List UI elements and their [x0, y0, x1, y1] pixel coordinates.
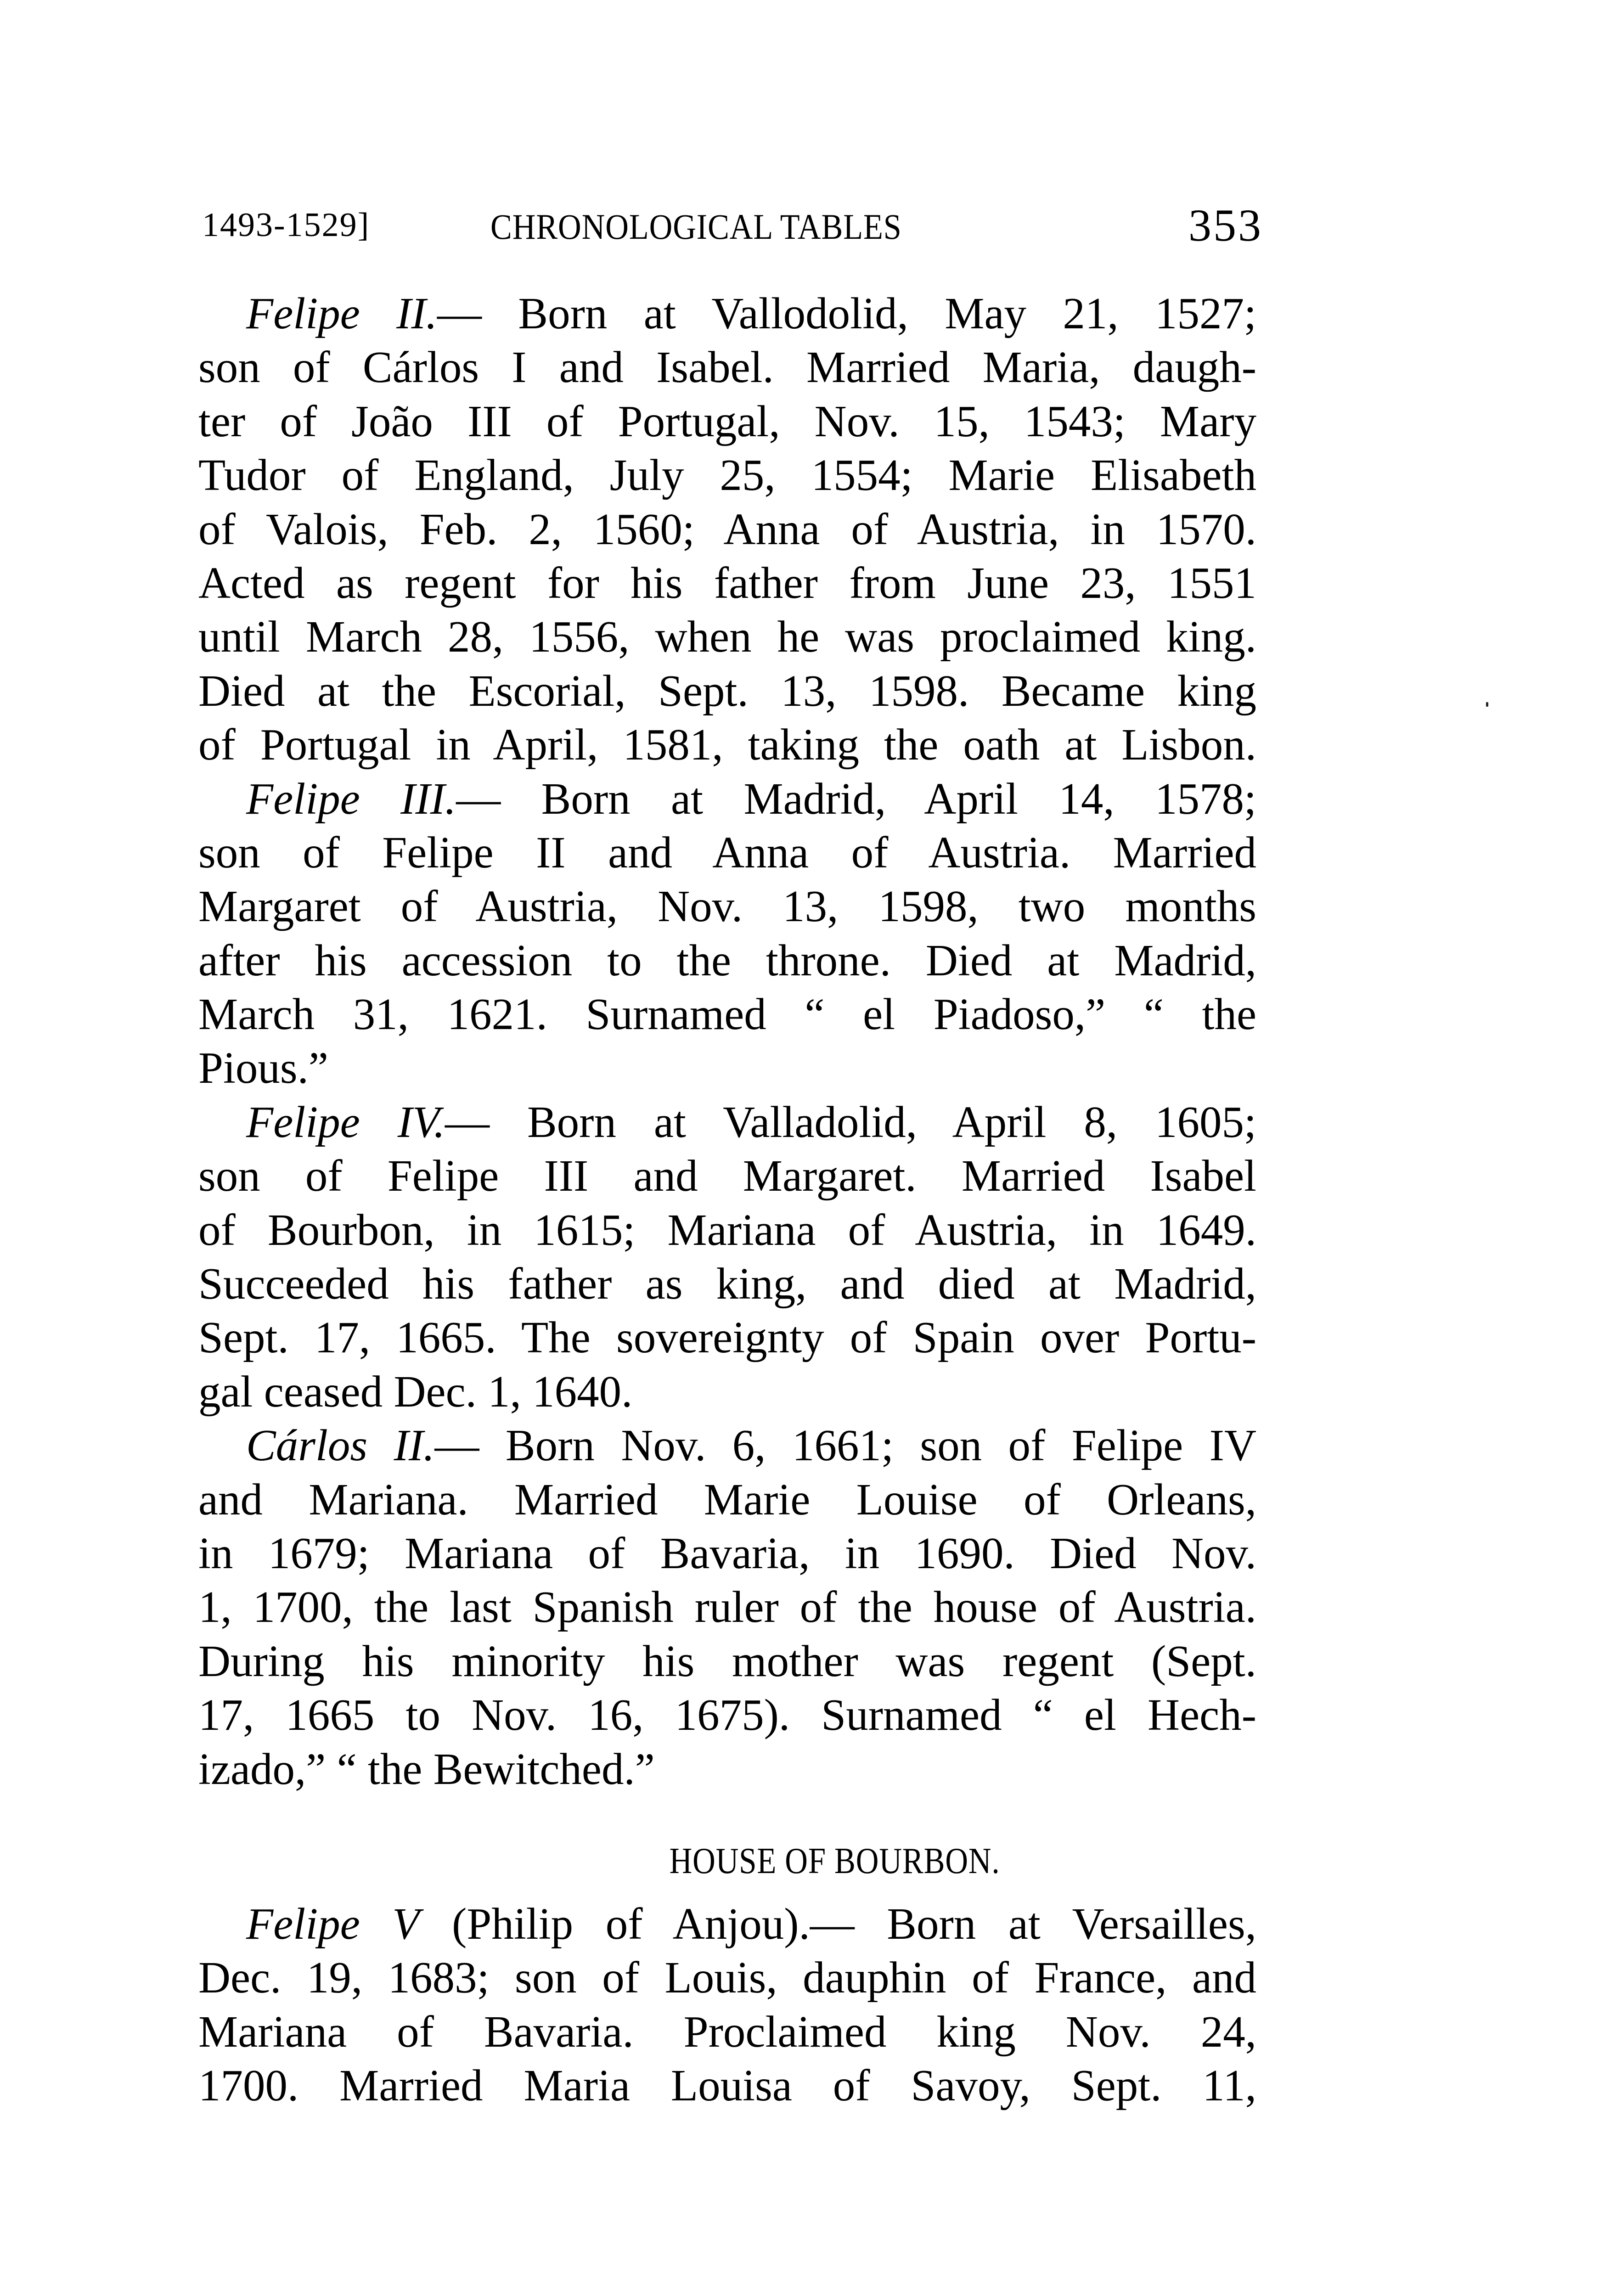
text-line: 17, 1665 to Nov. 16, 1675). Surnamed “ el Hech- — [198, 1690, 1256, 1740]
entry-felipe-iii — [198, 772, 1256, 1095]
line-text: — Born Nov. 6, 1661; son of Felipe IV — [434, 1421, 1256, 1470]
text-line: son of Felipe II and Anna of Austria. Married — [198, 827, 1256, 877]
section-heading-house-of-bourbon — [0, 1835, 1610, 1888]
text-line: of Bourbon, in 1615; Mariana of Austria, in 1649. — [198, 1205, 1256, 1255]
running-head — [202, 197, 1263, 253]
running-head-date-range: 1493-1529] — [202, 206, 370, 244]
text-line: izado,” “ the Bewitched.” — [198, 1744, 655, 1794]
text-line: Mariana of Bavaria. Proclaimed king Nov. 24, — [198, 2007, 1256, 2056]
text-line: after his accession to the throne. Died at Madrid, — [198, 935, 1256, 985]
line-text: — Born at Vallodolid, May 21, 1527; — [437, 289, 1256, 338]
text-line: son of Cárlos I and Isabel. Married Maria, daugh- — [198, 343, 1256, 392]
entry-carlos-ii — [198, 1418, 1256, 1796]
text-line: of Valois, Feb. 2, 1560; Anna of Austria, in 1570. — [198, 504, 1256, 554]
text-line: of Portugal in April, 1581, taking the oath at Lisbon. — [198, 720, 1256, 770]
running-head-title: CHRONOLOGICAL TABLES — [490, 207, 902, 247]
line-text: (Philip of Anjou).— Born at Versailles, — [419, 1899, 1256, 1948]
text-line: During his minority his mother was regent (Sept. — [198, 1636, 1256, 1686]
text-line — [198, 1095, 1256, 1149]
entry-heading: Felipe III. — [246, 774, 456, 823]
entry-heading: Felipe II. — [246, 289, 437, 338]
body-text-austria — [198, 287, 1256, 1796]
text-line — [198, 1897, 1256, 1951]
text-line: in 1679; Mariana of Bavaria, in 1690. Died Nov. — [198, 1528, 1256, 1578]
section-heading-text: HOUSE OF BOURBON. — [670, 1841, 1000, 1881]
entry-felipe-v — [198, 1897, 1256, 2113]
text-line: Dec. 19, 1683; son of Louis, dauphin of France, and — [198, 1953, 1256, 2003]
text-line — [198, 287, 1256, 340]
text-line: Tudor of England, July 25, 1554; Marie Elisabeth — [198, 450, 1256, 500]
text-line: Succeeded his father as king, and died at Madrid, — [198, 1259, 1256, 1309]
text-line: March 31, 1621. Surnamed “ el Piadoso,” “ the — [198, 990, 1256, 1039]
text-line — [198, 772, 1256, 826]
text-line: Acted as regent for his father from June 23, 1551 — [198, 558, 1256, 608]
page-number: 353 — [1188, 200, 1263, 251]
line-text: — Born at Valladolid, April 8, 1605; — [445, 1097, 1256, 1147]
body-text-bourbon — [198, 1897, 1256, 2113]
text-line: son of Felipe III and Margaret. Married Isabel — [198, 1151, 1256, 1201]
text-line: Sept. 17, 1665. The sovereignty of Spain over Portu- — [198, 1313, 1256, 1362]
text-line: and Mariana. Married Marie Louise of Orleans, — [198, 1474, 1256, 1524]
scan-speck — [1486, 702, 1488, 707]
text-line: 1, 1700, the last Spanish ruler of the house of Austria. — [198, 1582, 1256, 1632]
text-line — [198, 1418, 1256, 1472]
text-line: Died at the Escorial, Sept. 13, 1598. Became king — [198, 666, 1256, 715]
text-line: gal ceased Dec. 1, 1640. — [198, 1367, 633, 1416]
text-line: Pious.” — [198, 1043, 328, 1093]
entry-heading: Cárlos II. — [246, 1421, 435, 1470]
line-text: — Born at Madrid, April 14, 1578; — [456, 774, 1256, 823]
text-line: ter of João III of Portugal, Nov. 15, 1543; Mary — [198, 396, 1256, 446]
entry-heading: Felipe V — [246, 1899, 420, 1948]
text-line: 1700. Married Maria Louisa of Savoy, Sept. 11, — [198, 2061, 1256, 2110]
entry-felipe-ii — [198, 287, 1256, 772]
text-line: until March 28, 1556, when he was proclaimed king. — [198, 612, 1256, 662]
text-line: Margaret of Austria, Nov. 13, 1598, two months — [198, 882, 1256, 931]
entry-felipe-iv — [198, 1095, 1256, 1418]
entry-heading: Felipe IV. — [246, 1097, 445, 1147]
